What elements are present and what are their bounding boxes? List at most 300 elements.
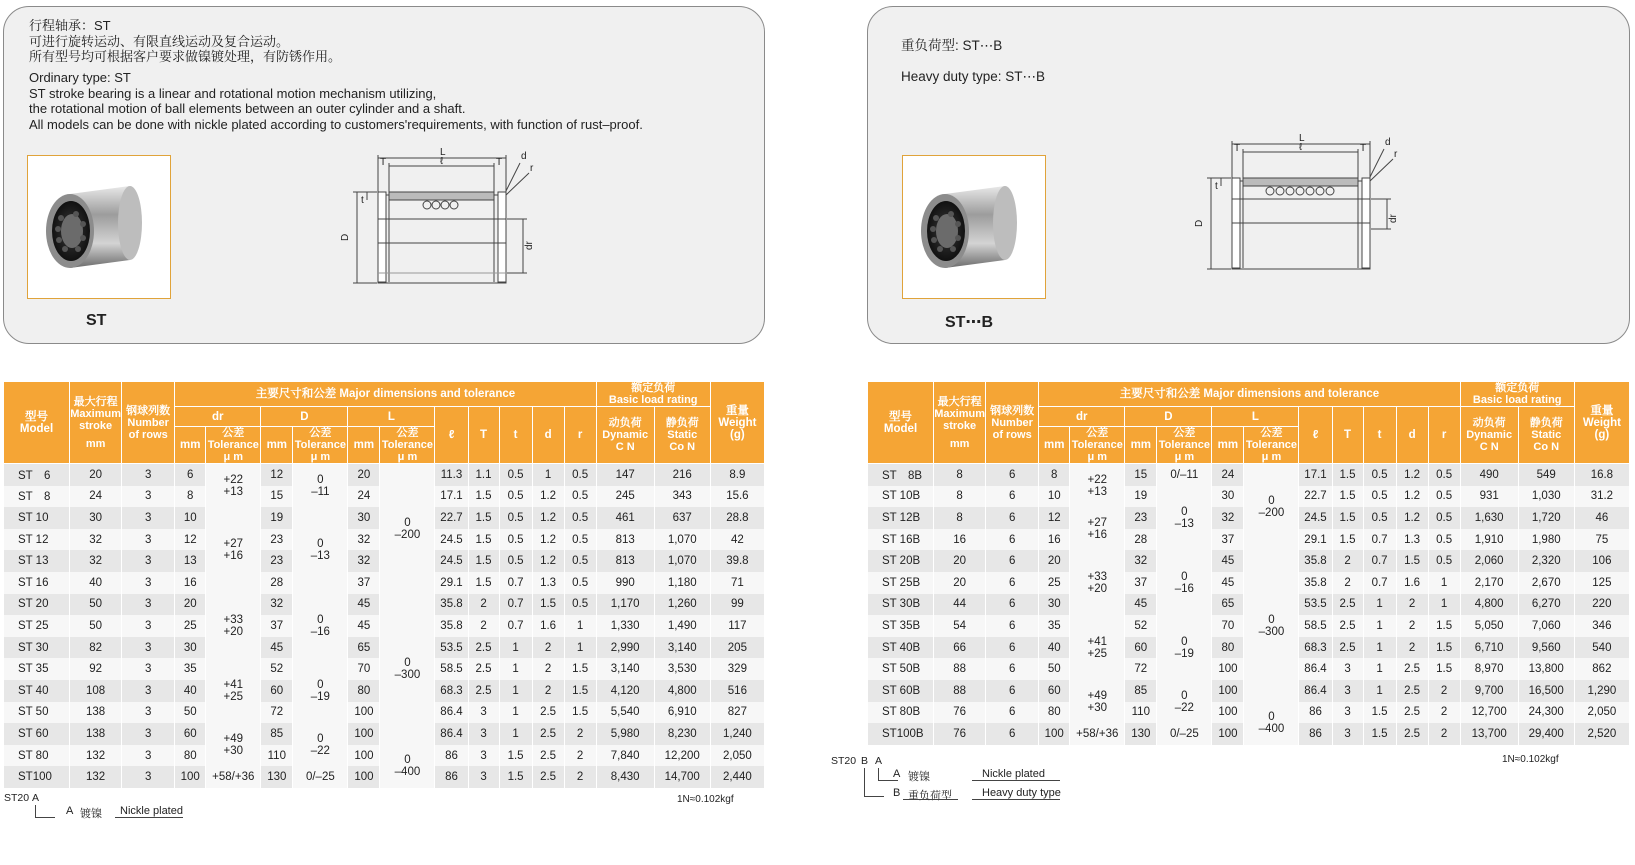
cell: ST 12B: [868, 507, 934, 529]
cell: 35.8: [1299, 572, 1332, 594]
order-b-letter: B: [893, 787, 901, 799]
cell: 1.1: [468, 464, 499, 486]
dim-d: d: [521, 151, 527, 162]
cell: 15.6: [710, 486, 764, 508]
cell: 0.5: [564, 594, 596, 616]
cell: 3: [122, 486, 175, 508]
st-spec-table: 型号 Model 最大行程 Maximum stroke mm 钢球列数 Number of rows 主要尺寸和公差 Major dimensions and tolerance 额定负荷 Basic load rating 重量 Weight (g) dr D L ℓ T t d r 动负荷 Dynamic C N 静负荷 Static Co N mm 公差 Tolerance μ m mm 公差 Tolerance μ m mm 公差 Tolerance μ m ST 6 20 3 6 +22 +13 12 0 –11 20 0 –200 11.3 1.1 0.5 1 0.5 147 216 8.9 ST 8 24 3 8 15 24 17.1 1.5 0.5 1.2 0.5 245 343 15.6 ST 10 30 3 10 +27 +16 19 0 –13 30 22.7 1.5 0.5 1.2 0.5 461 637 28.8 ST 12 32 3 12 23 32 24.5 1.5 0.5 1.2 0.5 813 1,070 42 ST 13 32 3 13 23 32 24.5 1.5 0.5 1.2 0.5 813 1,070 39.8 ST 16 40 3 16 28 37 29.1 1.5 0.7 1.3 0.5 990 1,180 71 ST 20 50 3 20 +33 +20 32 0 –16 45 0 –300 35.8 2 0.7 1.5 0.5 1,170 1,260 99 ST 25 50 3 25 37 45 35.8 2 0.7 1.6 1 1,330 1,490 117 ST 30 82 3 30 45 65 53.5 2.5 1 2 1 2,990 3,140 205 ST 35 92 3 35 +41 +25 52 0 –19 70 58.5 2.5 1 2 1.5 3,140 3,530 329 ST 40 108 3 40 60 80 68.3 2.5 1 2 1.5 4,120 4,800 516 ST 50 138 3 50 72 100 86.4 3 1 2.5 1.5 5,540 6,910 827 ST 60 138 3 60 +49 +30 85 0 –22 100 86.4 3 1 2.5 2 5,980 8,230 1,240 ST 80 132 3 80 110 100 0 –400 86 3 1.5 2.5 2 7,840 12,200 2,050 ST100 132 3 100 +58/+36 130 0/–25 100 86 3 1.5 2.5 2 8,430 14,700 2,440: [3, 381, 765, 788]
cell: 6: [986, 723, 1039, 745]
cell: 4,800: [1460, 594, 1518, 616]
cell: 3: [122, 637, 175, 659]
cell: 1.2: [532, 550, 564, 572]
cell: 1: [499, 702, 532, 724]
cell: 3: [122, 464, 175, 486]
cell: 24,300: [1518, 702, 1574, 724]
bearing-image-heavy: [903, 156, 1044, 297]
cell: 31.2: [1574, 486, 1629, 508]
tolerance-cell: +33 +20: [1070, 550, 1125, 615]
col-stroke: 最大行程 Maximum stroke mm: [70, 382, 122, 464]
dim-t-heavy: t: [1215, 181, 1218, 192]
cell: 80: [348, 680, 380, 702]
cell: 100: [1212, 680, 1244, 702]
cell: 1.5: [499, 745, 532, 767]
cell: 28: [261, 572, 293, 594]
order-letter-a: A: [32, 792, 40, 804]
cell: 40: [175, 680, 206, 702]
stb-table-body: [868, 464, 1630, 745]
dim-dr: dr: [524, 241, 535, 250]
cell: 1.5: [1428, 615, 1460, 637]
order-letter-b: B: [861, 755, 869, 767]
cell: 1.5: [1428, 658, 1460, 680]
cell: 0.5: [499, 507, 532, 529]
cell: 40: [1039, 637, 1070, 659]
tolerance-cell: +33 +20: [206, 594, 261, 659]
cell: 2: [1428, 680, 1460, 702]
cell: 205: [710, 637, 764, 659]
cell: 22.7: [435, 507, 468, 529]
cell: 100: [348, 745, 380, 767]
cell: 0.5: [1428, 464, 1460, 486]
cell: ST 35B: [868, 615, 934, 637]
cell: 0.7: [499, 572, 532, 594]
cell: 1: [1363, 658, 1396, 680]
cell: 68.3: [1299, 637, 1332, 659]
dim-l-heavy: ℓ: [1299, 142, 1303, 153]
table-row: [4, 594, 765, 616]
cell: 20: [934, 572, 986, 594]
cell: 60: [175, 723, 206, 745]
cell: 80: [1039, 702, 1070, 724]
cell: 37: [1212, 529, 1244, 551]
cell: 52: [261, 658, 293, 680]
cell: 0.5: [1363, 464, 1396, 486]
cell: 3: [468, 745, 499, 767]
cell: 9,560: [1518, 637, 1574, 659]
col-rows-b: 钢球列数 Number of rows: [986, 382, 1039, 464]
cell: 8: [934, 464, 986, 486]
cell: 37: [261, 615, 293, 637]
cell: 88: [934, 658, 986, 680]
stb-spec-table: 型号 Model 最大行程 Maximum stroke mm 钢球列数 Number of rows 主要尺寸和公差 Major dimensions and tolerance 额定负荷 Basic load rating 重量 Weight (g) dr D L ℓ T t d r 动负荷 Dynamic C N 静负荷 Static Co N mm 公差 Tolerance μ m mm 公差 Tolerance μ m mm 公差 Tolerance μ m ST 8B 8 6 8 +22 +13 15 0/–11 24 0 –200 17.1 1.5 0.5 1.2 0.5 490 549 16.8 ST 10B 8 6 10 19 0 –13 30 22.7 1.5 0.5 1.2 0.5 931 1,030 31.2 ST 12B 8 6 12 +27 +16 23 32 24.5 1.5 0.5 1.2 0.5 1,630 1,720 46 ST 16B 16 6 16 28 37 29.1 1.5 0.7 1.3 0.5 1,910 1,980 75 ST 20B 20 6 20 +33 +20 32 0 –16 45 0 –300 35.8 2 0.7 1.5 0.5 2,060 2,320 106 ST 25B 20 6 25 37 45 35.8 2 0.7 1.6 1 2,170 2,670 125 ST 30B 44 6 30 45 65 53.5 2.5 1 2 1 4,800 6,270 220 ST 35B 54 6 35 +41 +25 52 0 –19 70 58.5 2.5 1 2 1.5 5,050 7,060 346 ST 40B 66 6 40 60 80 68.3 2.5 1 2 1.5 6,710 9,560 540 ST 50B 88 6 50 72 100 86.4 3 1 2.5 1.5 8,970 13,800 862 ST 60B 88 6 60 +49 +30 85 0 –22 100 86.4 3 1 2.5 2 9,700 16,500 1,290 ST 80B 76 6 80 110 100 0 –400 86 3 1.5 2.5 2 12,700 24,300 2,050 ST100B 76 6 100 +58/+36 130 0/–25 100 86 3 1.5 2.5 2 13,700 29,400 2,520: [867, 381, 1630, 745]
cell: 2,050: [710, 745, 764, 767]
cell: 6: [986, 486, 1039, 508]
cell: 130: [261, 766, 293, 788]
table-row: [4, 464, 765, 486]
cell: 29.1: [435, 572, 468, 594]
cell: 0.7: [1363, 529, 1396, 551]
order-code: ST20: [4, 792, 30, 804]
cell: 12,700: [1460, 702, 1518, 724]
tolerance-cell: +58/+36: [206, 766, 261, 788]
cell: 32: [348, 550, 380, 572]
cell: 1,180: [654, 572, 710, 594]
cell: 106: [1574, 550, 1629, 572]
cell: 1,910: [1460, 529, 1518, 551]
cell: 1.5: [1332, 486, 1363, 508]
cell: 92: [70, 658, 122, 680]
cell: 220: [1574, 594, 1629, 616]
cell: 1.5: [564, 702, 596, 724]
dim-D: D: [340, 233, 351, 241]
cell: 1.5: [564, 680, 596, 702]
cell: 52: [1125, 615, 1157, 637]
col-rating-b: 额定负荷 Basic load rating: [1460, 382, 1574, 407]
cell: 8,430: [596, 766, 654, 788]
cell: 862: [1574, 658, 1629, 680]
unit-note: 1N≈0.102kgf: [677, 794, 734, 805]
cell: 8: [934, 507, 986, 529]
cell: 32: [348, 529, 380, 551]
cell: 132: [70, 766, 122, 788]
cell: 138: [70, 723, 122, 745]
cell: 45: [348, 594, 380, 616]
cell: 10: [1039, 486, 1070, 508]
dim-L-heavy: L: [1299, 133, 1305, 144]
cell: 39.8: [710, 550, 764, 572]
order-a2-en: Nickle plated: [982, 768, 1045, 780]
cell: 53.5: [435, 637, 468, 659]
cell: 2.5: [1396, 723, 1428, 745]
bearing-section-drawing-heavy: [1193, 133, 1403, 278]
cell: 72: [1125, 658, 1157, 680]
cell: 0.5: [1363, 507, 1396, 529]
cell: 1,260: [654, 594, 710, 616]
cell: 82: [70, 637, 122, 659]
dim-L: L: [440, 147, 446, 158]
cell: 125: [1574, 572, 1629, 594]
cell: 6: [175, 464, 206, 486]
cell: 2.5: [532, 766, 564, 788]
cell: 138: [70, 702, 122, 724]
cell: 1: [564, 637, 596, 659]
cell: 6: [986, 464, 1039, 486]
dim-T-right: T: [496, 157, 503, 168]
cell: 13,700: [1460, 723, 1518, 745]
cell: 1.5: [1428, 637, 1460, 659]
order-b-cn: 重负荷型: [908, 790, 952, 802]
tolerance-cell: 0 –16: [293, 594, 348, 659]
cell: 19: [261, 507, 293, 529]
cell: 343: [654, 486, 710, 508]
cell: 86: [435, 745, 468, 767]
cell: 2: [1396, 594, 1428, 616]
cell: 17.1: [1299, 464, 1332, 486]
cell: 2,050: [1574, 702, 1629, 724]
cell: 0.5: [564, 486, 596, 508]
cell: 17.1: [435, 486, 468, 508]
cell: 3: [122, 766, 175, 788]
cell: 1: [1363, 680, 1396, 702]
cell: 2,320: [1518, 550, 1574, 572]
cell: 2,990: [596, 637, 654, 659]
cell: 28: [1125, 529, 1157, 551]
cell: 30: [1039, 594, 1070, 616]
cell: 86: [435, 766, 468, 788]
cell: 110: [261, 745, 293, 767]
cell: 3,140: [654, 637, 710, 659]
cell: 100: [1212, 658, 1244, 680]
cell: 23: [261, 550, 293, 572]
cell: 813: [596, 550, 654, 572]
cell: 16: [934, 529, 986, 551]
cell: 549: [1518, 464, 1574, 486]
cell: 45: [1212, 572, 1244, 594]
cell: 0.7: [499, 615, 532, 637]
tolerance-cell: +27 +16: [1070, 507, 1125, 550]
cell: 0.5: [499, 550, 532, 572]
col-major: 主要尺寸和公差 Major dimensions and tolerance: [175, 382, 596, 407]
cell: 2,170: [1460, 572, 1518, 594]
cell: 16: [175, 572, 206, 594]
cell: 58.5: [1299, 615, 1332, 637]
cell: 20: [1039, 550, 1070, 572]
tolerance-cell: 0 –400: [380, 745, 435, 788]
cell: 30: [1212, 486, 1244, 508]
cell: 86.4: [435, 723, 468, 745]
cell: 35.8: [435, 594, 468, 616]
cell: 1,030: [1518, 486, 1574, 508]
unit-note-b: 1N≈0.102kgf: [1502, 754, 1559, 765]
tolerance-cell: 0 –200: [1244, 464, 1299, 551]
tolerance-cell: 0 –11: [293, 464, 348, 508]
cell: 1.6: [532, 615, 564, 637]
cell: 1.3: [532, 572, 564, 594]
tolerance-cell: 0 –300: [1244, 550, 1299, 701]
tolerance-cell: 0 –300: [380, 594, 435, 745]
dim-T-left-heavy: T: [1234, 143, 1241, 154]
cell: 23: [1125, 507, 1157, 529]
cell: 117: [710, 615, 764, 637]
cell: 35.8: [435, 615, 468, 637]
cell: 1.2: [532, 486, 564, 508]
tolerance-cell: 0/–25: [293, 766, 348, 788]
cell: ST 20B: [868, 550, 934, 572]
cell: 32: [70, 550, 122, 572]
cell: 0.5: [564, 572, 596, 594]
cell: 3: [122, 615, 175, 637]
cell: 2,440: [710, 766, 764, 788]
cell: 6,710: [1460, 637, 1518, 659]
cell: ST100: [4, 766, 70, 788]
cell: 0.5: [1428, 529, 1460, 551]
cell: 1,170: [596, 594, 654, 616]
cell: 60: [261, 680, 293, 702]
cell: 3: [1332, 680, 1363, 702]
cell: 1.5: [1396, 550, 1428, 572]
cell: 1,490: [654, 615, 710, 637]
cell: 44: [934, 594, 986, 616]
cell: 216: [654, 464, 710, 486]
cell: 1,070: [654, 529, 710, 551]
cell: ST 50: [4, 702, 70, 724]
tolerance-cell: 0 –19: [1157, 615, 1212, 680]
cell: 86: [1299, 702, 1332, 724]
cell: 68.3: [435, 680, 468, 702]
cell: 20: [70, 464, 122, 486]
cell: 0.5: [1428, 486, 1460, 508]
intro-heavy-en: Heavy duty type: ST⋯B: [901, 69, 1046, 84]
cell: 20: [348, 464, 380, 486]
cell: 1.5: [1363, 702, 1396, 724]
cell: ST 8B: [868, 464, 934, 486]
cell: 37: [348, 572, 380, 594]
cell: 147: [596, 464, 654, 486]
cell: 24: [348, 486, 380, 508]
tolerance-cell: 0 –200: [380, 464, 435, 594]
cell: 80: [175, 745, 206, 767]
cell: 5,050: [1460, 615, 1518, 637]
cell: 3: [1332, 723, 1363, 745]
col-rows: 钢球列数 Number of rows: [122, 382, 175, 464]
cell: 6,910: [654, 702, 710, 724]
cell: 37: [1125, 572, 1157, 594]
cell: 1,330: [596, 615, 654, 637]
tolerance-cell: 0 –22: [1157, 680, 1212, 723]
cell: 1: [1428, 594, 1460, 616]
cell: 1,070: [654, 550, 710, 572]
cell: ST 12: [4, 529, 70, 551]
order-a-letter: A: [66, 805, 74, 817]
cell: 50: [175, 702, 206, 724]
cell: 1.5: [468, 572, 499, 594]
cell: ST100B: [868, 723, 934, 745]
order-a-en: Nickle plated: [120, 805, 183, 817]
cell: 8: [934, 486, 986, 508]
intro-cn: 行程轴承：ST 可进行旋转运动、有限直线运动及复合运动。 所有型号均可根据客户要求做镍镀处理，有防锈作用。: [29, 18, 342, 64]
cell: 3: [468, 766, 499, 788]
table-row: [868, 702, 1630, 724]
col-weight: 重量 Weight (g): [710, 382, 764, 464]
cell: 46: [1574, 507, 1629, 529]
cell: 14,700: [654, 766, 710, 788]
cell: 108: [70, 680, 122, 702]
cell: 1,720: [1518, 507, 1574, 529]
cell: 1.5: [564, 658, 596, 680]
tolerance-cell: +41 +25: [1070, 615, 1125, 680]
cell: 86: [1299, 723, 1332, 745]
cell: 45: [1125, 594, 1157, 616]
cell: 3: [122, 529, 175, 551]
cell: 28.8: [710, 507, 764, 529]
cell: 5,540: [596, 702, 654, 724]
tolerance-cell: 0 –400: [1244, 702, 1299, 745]
cell: 8,230: [654, 723, 710, 745]
cell: 2: [1428, 723, 1460, 745]
cell: 1.6: [1396, 572, 1428, 594]
cell: 100: [1212, 702, 1244, 724]
cell: 6: [986, 572, 1039, 594]
cell: 50: [70, 594, 122, 616]
dim-d-heavy: d: [1385, 137, 1391, 148]
cell: 40: [70, 572, 122, 594]
cell: 3: [122, 572, 175, 594]
cell: 15: [1125, 464, 1157, 486]
cell: 32: [261, 594, 293, 616]
cell: 80: [1212, 637, 1244, 659]
cell: 2: [1396, 637, 1428, 659]
cell: 4,120: [596, 680, 654, 702]
cell: 0.5: [1428, 550, 1460, 572]
cell: 0.7: [1363, 550, 1396, 572]
cell: 32: [70, 529, 122, 551]
cell: 6: [986, 637, 1039, 659]
dim-D-heavy: D: [1194, 219, 1205, 227]
dim-T-left: T: [380, 157, 387, 168]
cell: 540: [1574, 637, 1629, 659]
cell: 2: [564, 723, 596, 745]
dim-t: t: [361, 195, 364, 206]
tolerance-cell: +49 +30: [1070, 680, 1125, 723]
cell: 66: [934, 637, 986, 659]
cell: 0.5: [564, 529, 596, 551]
cell: 1.5: [1363, 723, 1396, 745]
cell: 3: [122, 658, 175, 680]
cell: 1.2: [1396, 507, 1428, 529]
cell: 24: [70, 486, 122, 508]
cell: 2: [1396, 615, 1428, 637]
cell: 86.4: [1299, 658, 1332, 680]
tolerance-cell: 0/–11: [1157, 464, 1212, 486]
cell: 100: [1039, 723, 1070, 745]
product-caption: ST: [86, 312, 107, 329]
cell: 1.5: [1332, 507, 1363, 529]
cell: ST 16B: [868, 529, 934, 551]
cell: 86.4: [435, 702, 468, 724]
cell: 100: [348, 723, 380, 745]
cell: 2,060: [1460, 550, 1518, 572]
cell: 1.3: [1396, 529, 1428, 551]
cell: 0.5: [564, 464, 596, 486]
cell: ST 10B: [868, 486, 934, 508]
cell: 1: [1363, 637, 1396, 659]
cell: 6: [986, 594, 1039, 616]
cell: ST 60B: [868, 680, 934, 702]
cell: 54: [934, 615, 986, 637]
cell: 2.5: [532, 745, 564, 767]
cell: 12: [175, 529, 206, 551]
cell: 245: [596, 486, 654, 508]
bearing-image: [28, 156, 169, 297]
product-photo: [27, 155, 171, 299]
cell: 1.5: [499, 766, 532, 788]
intro-en: Ordinary type: ST ST stroke bearing is a linear and rotational motion mechanism utilizing, the rotational motion of ball elements between an outer cylinder and a shaft. All models can be done with nickle plated according to customers'requirements, with function of rust–proof.: [29, 70, 643, 132]
cell: 13: [175, 550, 206, 572]
cell: 71: [710, 572, 764, 594]
cell: 8: [175, 486, 206, 508]
cell: ST 16: [4, 572, 70, 594]
cell: 990: [596, 572, 654, 594]
cell: 110: [1125, 702, 1157, 724]
cell: 25: [1039, 572, 1070, 594]
cell: 1: [499, 658, 532, 680]
cell: ST 20: [4, 594, 70, 616]
cell: 6: [986, 658, 1039, 680]
cell: 70: [348, 658, 380, 680]
cell: 3: [1332, 658, 1363, 680]
cell: 45: [261, 637, 293, 659]
cell: 2.5: [468, 680, 499, 702]
order-code-b: ST20: [831, 755, 857, 767]
dim-dr-heavy: dr: [1388, 214, 1399, 223]
cell: 58.5: [435, 658, 468, 680]
tolerance-cell: +27 +16: [206, 507, 261, 593]
cell: 35: [1039, 615, 1070, 637]
product-caption-heavy: ST⋯B: [945, 314, 993, 331]
cell: 461: [596, 507, 654, 529]
cell: 15: [261, 486, 293, 508]
cell: ST 50B: [868, 658, 934, 680]
